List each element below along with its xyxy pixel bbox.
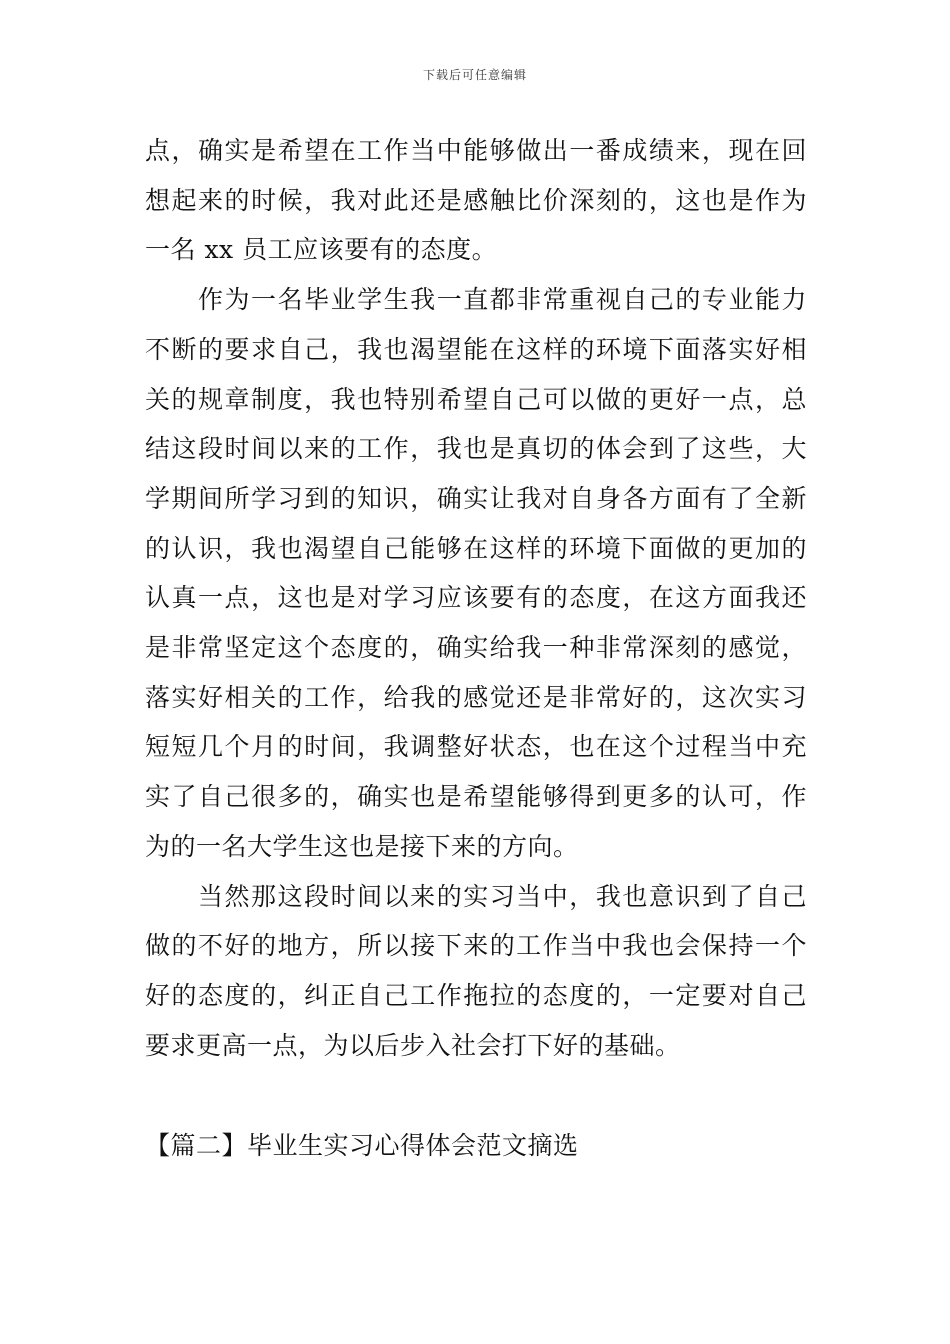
- paragraph: 当然那这段时间以来的实习当中，我也意识到了自己做的不好的地方，所以接下来的工作当中我也会保持一个好的态度的，纠正自己工作拖拉的态度的，一定要对自己要求更高一点，为以后步入社会打下好的基础。: [145, 881, 807, 1060]
- section-heading: 【篇二】毕业生实习心得体会范文摘选: [145, 1131, 579, 1160]
- header-note: 下载后可任意编辑: [422, 68, 527, 82]
- paragraph-continuation: 点，确实是希望在工作当中能够做出一番成绩来，现在回想起来的时候，我对此还是感触比价深刻的，这也是作为一名 xx 员工应该要有的态度。: [145, 136, 807, 265]
- document-body: [145, 126, 807, 1070]
- paragraph: 作为一名毕业学生我一直都非常重视自己的专业能力不断的要求自己，我也渴望能在这样的环境下面落实好相关的规章制度，我也特别希望自己可以做的更好一点，总结这段时间以来的工作，我也是真切的体会到了这些，大学期间所学习到的知识，确实让我对自身各方面有了全新的认识，我也渴望自己能够在这样的环境下面做的更加的认真一点，这也是对学习应该要有的态度，在这方面我还是非常坚定这个态度的，确实给我一种非常深刻的感觉，落实好相关的工作，给我的感觉还是非常好的，这次实习短短几个月的时间，我调整好状态，也在这个过程当中充实了自己很多的，确实也是希望能够得到更多的认可，作为的一名大学生这也是接下来的方向。: [145, 285, 807, 861]
